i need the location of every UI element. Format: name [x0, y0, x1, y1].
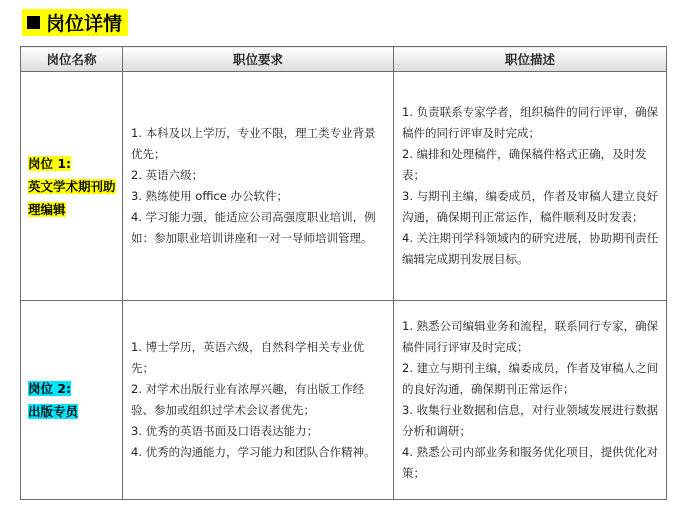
requirement-item: 3. 熟练使用 office 办公软件； — [131, 189, 288, 203]
description-item: 3. 收集行业数据和信息，对行业领域发展进行数据分析和调研； — [402, 403, 659, 438]
position-name-line: 理编辑 — [28, 201, 66, 217]
header-position-name: 岗位名称 — [21, 47, 123, 72]
description-cell — [394, 301, 667, 500]
description-item: 3. 与期刊主编，编委成员，作者及审稿人建立良好沟通，确保期刊正常运作，稿件顺利及时发表； — [402, 189, 659, 224]
requirement-item: 4. 优秀的沟通能力，学习能力和团队合作精神。 — [131, 445, 376, 459]
table-row — [21, 72, 667, 301]
position-name-line: 出版专员 — [28, 404, 79, 419]
position-name-line: 英文学术期刊助 — [28, 178, 116, 194]
header-requirements: 职位要求 — [123, 47, 394, 72]
requirement-item: 3. 优秀的英语书面及口语表达能力； — [131, 424, 319, 438]
header-description: 职位描述 — [394, 47, 667, 72]
position-name-line: 岗位 1: — [28, 155, 72, 171]
requirement-item: 2. 对学术出版行业有浓厚兴趣，有出版工作经验、参加或组织过学术会议者优先； — [131, 382, 365, 417]
requirements-cell — [123, 72, 394, 301]
position-name-line: 岗位 2: — [28, 381, 72, 396]
position-name-cell — [21, 301, 123, 500]
description-item: 4. 熟悉公司内部业务和服务优化项目，提供优化对策； — [402, 445, 659, 480]
square-bullet-icon — [27, 16, 40, 29]
requirement-item: 2. 英语六级； — [131, 168, 204, 182]
requirement-item: 1. 本科及以上学历，专业不限，理工类专业背景优先； — [131, 126, 376, 161]
description-item: 4. 关注期刊学科领域内的研究进展，协助期刊责任编辑完成期刊发展目标。 — [402, 231, 659, 266]
description-item: 1. 负责联系专家学者，组织稿件的同行评审，确保稿件的同行评审及时完成； — [402, 105, 659, 140]
requirement-item: 1. 博士学历，英语六级，自然科学相关专业优先； — [131, 340, 365, 375]
requirements-cell — [123, 301, 394, 500]
requirement-item: 4. 学习能力强，能适应公司高强度职业培训，例如：参加职业培训讲座和一对一导师培训管理。 — [131, 210, 376, 245]
table-row — [21, 301, 667, 500]
job-details-table — [20, 46, 667, 500]
description-cell — [394, 72, 667, 301]
section-title: 岗位详情 — [46, 13, 123, 35]
description-item: 2. 编排和处理稿件，确保稿件格式正确，及时发表； — [402, 147, 647, 182]
section-heading — [22, 9, 128, 36]
description-item: 2. 建立与期刊主编，编委成员，作者及审稿人之间的良好沟通，确保期刊正常运作； — [402, 361, 659, 396]
description-item: 1. 熟悉公司编辑业务和流程，联系同行专家，确保稿件同行评审及时完成； — [402, 319, 659, 354]
position-name-cell — [21, 72, 123, 301]
table-header-row — [21, 47, 667, 72]
